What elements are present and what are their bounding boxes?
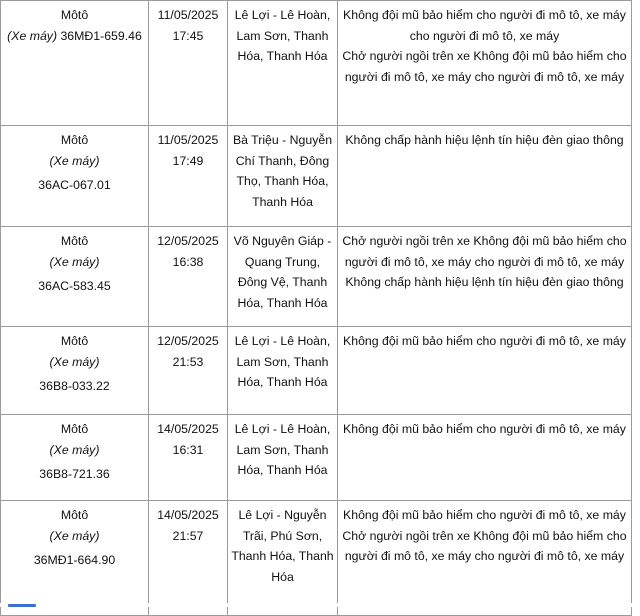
violation-time: 16:38: [172, 254, 204, 269]
table-row: [1, 327, 632, 415]
violation-time: 17:45: [172, 28, 204, 43]
license-plate: 36B8-033.22: [39, 379, 110, 393]
vehicle-type: Môtô: [60, 133, 89, 147]
violation-time: 21:57: [172, 528, 204, 543]
vehicle-subtype: [4, 252, 145, 273]
violation-cell: [338, 1, 632, 126]
violation-date: 11/05/2025: [157, 133, 219, 147]
vehicle-subtype: [4, 151, 145, 172]
violation-date: 14/05/2025: [157, 508, 219, 522]
table-row: [1, 1, 632, 126]
vehicle-cell: [1, 501, 149, 616]
vehicle-type: Môtô: [60, 234, 89, 248]
vehicle-type: Môtô: [60, 422, 89, 436]
violation-time: 17:49: [172, 153, 204, 168]
violation-date: 14/05/2025: [157, 422, 219, 436]
vehicle-subtype-label: (Xe máy): [49, 442, 100, 457]
table-row: [1, 227, 632, 327]
violation-cell: [338, 327, 632, 415]
violation-description: Không đội mũ bảo hiểm cho người đi mô tô, xe máy: [343, 508, 626, 522]
table-row: [1, 501, 632, 616]
license-plate: 36MĐ1-659.46: [60, 28, 142, 43]
violation-description: Chở người ngồi trên xe Không đội mũ bảo hiểm cho người đi mô tô, xe máy cho người đi mô tô, xe máy: [342, 234, 627, 269]
vehicle-cell: [1, 1, 149, 126]
vehicle-subtype-label: (Xe máy): [49, 254, 100, 269]
vehicle-subtype: [4, 526, 145, 547]
violation-time: 21:53: [172, 354, 204, 369]
vehicle-type: Môtô: [60, 334, 89, 348]
datetime-cell: [149, 415, 228, 501]
license-plate: 36AC-583.45: [38, 279, 111, 293]
location-cell: Võ Nguyên Giáp - Quang Trung, Đông Vệ, Thanh Hóa, Thanh Hóa: [228, 227, 338, 327]
table-row: [1, 126, 632, 227]
violation-description: Không chấp hành hiệu lệnh tín hiệu đèn giao thông: [345, 275, 624, 289]
datetime-cell: [149, 126, 228, 227]
violation-cell: [338, 501, 632, 616]
datetime-cell: [149, 501, 228, 616]
vehicle-subtype-label: (Xe máy): [49, 153, 100, 168]
violation-date: 12/05/2025: [157, 334, 219, 348]
location-cell: Lê Lợi - Nguyễn Trãi, Phú Sơn, Thanh Hóa, Thanh Hóa: [228, 501, 338, 616]
location-cell: Lê Lợi - Lê Hoàn, Lam Sơn, Thanh Hóa, Thanh Hóa: [228, 415, 338, 501]
license-plate: 36MĐ1-664.90: [33, 553, 116, 567]
datetime-cell: [149, 327, 228, 415]
datetime-cell: [149, 1, 228, 126]
vehicle-type: Môtô: [60, 8, 89, 22]
violation-description: Không đội mũ bảo hiểm cho người đi mô tô, xe máy: [343, 422, 626, 436]
datetime-cell: [149, 227, 228, 327]
location-cell: Lê Lợi - Lê Hoàn, Lam Sơn, Thanh Hóa, Thanh Hóa: [228, 327, 338, 415]
vehicle-type: Môtô: [60, 508, 89, 522]
vehicle-subtype: [4, 352, 145, 373]
violation-date: 11/05/2025: [157, 8, 219, 22]
license-plate: 36AC-067.01: [38, 178, 111, 192]
license-plate: 36B8-721.36: [39, 467, 110, 481]
violation-description: Chở người ngồi trên xe Không đội mũ bảo hiểm cho người đi mô tô, xe máy cho người đi mô tô, xe máy: [342, 528, 627, 563]
vehicle-subtype: [4, 26, 145, 47]
violation-date: 12/05/2025: [157, 234, 219, 248]
violation-cell: [338, 126, 632, 227]
violation-time: 16:31: [172, 442, 204, 457]
page-bottom-edge: [0, 603, 640, 607]
vehicle-cell: [1, 327, 149, 415]
vehicle-subtype-label: (Xe máy): [7, 28, 58, 43]
violation-description: Chở người ngồi trên xe Không đội mũ bảo hiểm cho người đi mô tô, xe máy cho người đi mô tô, xe máy: [342, 49, 627, 84]
vehicle-subtype-label: (Xe máy): [49, 354, 100, 369]
violation-cell: [338, 415, 632, 501]
vehicle-cell: [1, 415, 149, 501]
violation-description: Không chấp hành hiệu lệnh tín hiệu đèn giao thông: [345, 133, 624, 147]
location-cell: Lê Lợi - Lê Hoàn, Lam Sơn, Thanh Hóa, Thanh Hóa: [228, 1, 338, 126]
location-cell: Bà Triệu - Nguyễn Chí Thanh, Đông Thọ, Thanh Hóa, Thanh Hóa: [228, 126, 338, 227]
violation-cell: [338, 227, 632, 327]
vehicle-cell: [1, 227, 149, 327]
vehicle-cell: [1, 126, 149, 227]
vehicle-subtype-label: (Xe máy): [49, 528, 100, 543]
violation-description: Không đội mũ bảo hiểm cho người đi mô tô, xe máy cho người đi mô tô, xe máy: [343, 8, 626, 43]
table-row: [1, 415, 632, 501]
violations-table-body: [1, 1, 632, 616]
vehicle-subtype: [4, 440, 145, 461]
violation-description: Không đội mũ bảo hiểm cho người đi mô tô, xe máy: [343, 334, 626, 348]
